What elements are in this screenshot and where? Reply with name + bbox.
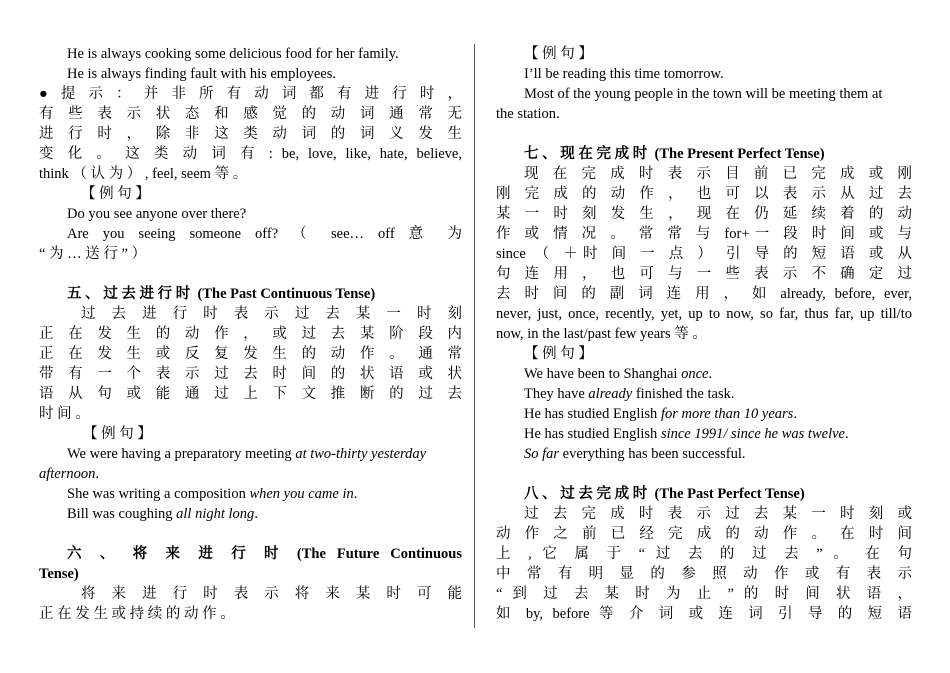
paragraph-line: 作 或 情 况 。 常 常 与 for+一 段 时 间 或 与 <box>496 226 912 242</box>
heading-en: (The Present Perfect Tense) <box>654 146 825 162</box>
example-label: 【 例 句 】 <box>524 46 593 62</box>
paragraph-line: 时 间 。 <box>39 406 90 422</box>
paragraph-line: 动 作 之 前 已 经 完 成 的 动 作 。 在 时 间 <box>496 526 912 542</box>
example-sentence <box>496 384 912 404</box>
paragraph-line: 中 常 有 明 显 的 参 照 动 作 或 有 表 示 <box>496 566 912 582</box>
example-sentence <box>496 364 912 384</box>
tip-line <box>39 84 462 104</box>
paragraph-line: 某 一 时 刻 发 生 ， 现 在 仍 延 续 着 的 动 <box>496 206 912 222</box>
example-sentence <box>496 404 912 424</box>
section-heading-8 <box>496 484 912 504</box>
tip-line: think （ 认 为 ） , feel, seem 等 。 <box>39 166 248 182</box>
example-sentence: “ 为 … 送 行 ” ） <box>39 246 147 262</box>
section-heading-6-cont: Tense) <box>39 566 79 582</box>
paragraph-line: 将 来 进 行 时 表 示 将 来 某 时 可 能 <box>81 586 462 602</box>
spacer <box>39 264 462 284</box>
example-sentence <box>496 444 912 464</box>
example-sentence: the station. <box>496 106 560 122</box>
heading-zh: 五 、 过 去 进 行 时 <box>67 286 191 302</box>
tip-line: 进 行 时 ， 除 非 这 类 动 词 的 词 义 发 生 <box>39 126 462 142</box>
text-line: He is always cooking some delicious food for her family. <box>67 46 399 62</box>
heading-zh: 六 、 将 来 进 行 时 <box>67 546 286 562</box>
sentence-text: . <box>95 466 100 482</box>
example-label: 【 例 句 】 <box>81 186 150 202</box>
paragraph-line: 如 by, before 等 介 词 或 连 词 引 导 的 短 语 <box>496 606 912 622</box>
sentence-text: He has studied English <box>524 426 661 442</box>
sentence-italic: when you came in <box>249 486 354 502</box>
paragraph-line: 现 在 完 成 时 表 示 目 前 已 完 成 或 刚 <box>524 166 912 182</box>
left-column <box>39 44 462 624</box>
paragraph-line: 句 连 用 ， 也 可 与 一 些 表 示 不 确 定 过 <box>496 266 912 282</box>
example-label: 【 例 句 】 <box>83 426 152 442</box>
paragraph-line: 正 在 发 生 或 反 复 发 生 的 动 作 。 通 常 <box>39 346 462 362</box>
sentence-text: . <box>844 426 849 442</box>
example-sentence: I’ll be reading this time tomorrow. <box>524 66 724 82</box>
example-sentence <box>39 504 462 524</box>
sentence-italic: afternoon <box>39 466 96 482</box>
heading-zh: 七 、 现 在 完 成 时 <box>524 146 648 162</box>
paragraph-line: now, in the last/past few years 等 。 <box>496 326 707 342</box>
tip-line: 变 化 。 这 类 动 词 有 : be, love, like, hate, believe, <box>39 146 462 162</box>
right-column <box>496 44 912 624</box>
sentence-text: They have <box>524 386 589 402</box>
tip-line: 有 些 表 示 状 态 和 感 觉 的 动 词 通 常 无 <box>39 106 462 122</box>
example-sentence <box>39 444 462 464</box>
example-sentence: Are you seeing someone off? （ see… off 意 为 <box>67 226 462 242</box>
spacer <box>496 464 912 484</box>
example-sentence <box>496 424 912 444</box>
bullet-icon: ● <box>39 86 53 102</box>
sentence-text: Bill was coughing <box>67 506 177 522</box>
text-line: He is always finding fault with his employees. <box>67 66 337 82</box>
example-sentence: Do you see anyone over there? <box>67 206 247 222</box>
paragraph-line: 去 时 间 的 副 词 连 用 ， 如 already, before, ever, <box>496 286 912 302</box>
spacer <box>496 124 912 144</box>
sentence-italic: for more than 10 years <box>660 406 794 422</box>
sentence-italic: at two-thirty yesterday <box>295 446 427 462</box>
heading-en: (The Past Continuous Tense) <box>197 286 376 302</box>
sentence-text: We have been to Shanghai <box>524 366 682 382</box>
sentence-text: . <box>254 506 258 522</box>
paragraph-line: 语 从 句 或 能 通 过 上 下 文 推 断 的 过 去 <box>39 386 462 402</box>
spacer <box>39 524 462 544</box>
sentence-text: We were having a preparatory meeting <box>67 446 296 462</box>
heading-en: (The Past Perfect Tense) <box>654 486 805 502</box>
paragraph-line: 上 , 它 属 于 “ 过 去 的 过 去 ” 。 在 句 <box>496 546 912 562</box>
sentence-text: . <box>708 366 713 382</box>
sentence-text: She was writing a composition <box>67 486 250 502</box>
section-heading-6 <box>39 544 462 564</box>
sentence-italic: already <box>588 386 633 402</box>
heading-zh: 八 、 过 去 完 成 时 <box>524 486 648 502</box>
example-sentence: Most of the young people in the town will be meeting them at <box>524 86 883 102</box>
example-sentence <box>39 484 462 504</box>
paragraph-line: 过 去 完 成 时 表 示 过 去 某 一 时 刻 或 <box>524 506 912 522</box>
paragraph-line: 带 有 一 个 表 示 过 去 时 间 的 状 语 或 状 <box>39 366 462 382</box>
paragraph-line: never, just, once, recently, yet, up to now, so far, thus far, up till/to <box>496 306 912 322</box>
sentence-text: . <box>353 486 358 502</box>
paragraph-line: “ 到 过 去 某 时 为 止 ” 的 时 间 状 语 ， <box>496 586 912 602</box>
example-label: 【 例 句 】 <box>524 346 593 362</box>
example-sentence <box>39 464 462 484</box>
paragraph-line: 过 去 进 行 时 表 示 过 去 某 一 时 刻 <box>81 306 462 322</box>
section-heading-5 <box>39 284 462 304</box>
sentence-italic: since 1991/ since he was twelve <box>660 426 845 442</box>
sentence-italic: So far <box>524 446 560 462</box>
column-divider <box>474 44 475 628</box>
sentence-text: everything has been successful. <box>559 446 746 462</box>
sentence-italic: all night long <box>176 506 255 522</box>
heading-en: (The Future Continuous <box>296 546 463 562</box>
tip-text: 提 示 ： 并 非 所 有 动 词 都 有 进 行 时 ， <box>60 86 463 102</box>
sentence-text: finished the task. <box>632 386 735 402</box>
paragraph-line: 正 在 发 生 或 持 续 的 动 作 。 <box>39 606 235 622</box>
sentence-text: . <box>793 406 797 422</box>
paragraph-line: 正 在 发 生 的 动 作 ， 或 过 去 某 阶 段 内 <box>39 326 462 342</box>
sentence-text: He has studied English <box>524 406 661 422</box>
paragraph-line: since （ ＋时 间 一 点 ） 引 导 的 短 语 或 从 <box>496 246 912 262</box>
section-heading-7 <box>496 144 912 164</box>
paragraph-line: 刚 完 成 的 动 作 ， 也 可 以 表 示 从 过 去 <box>496 186 912 202</box>
sentence-italic: once <box>681 366 709 382</box>
